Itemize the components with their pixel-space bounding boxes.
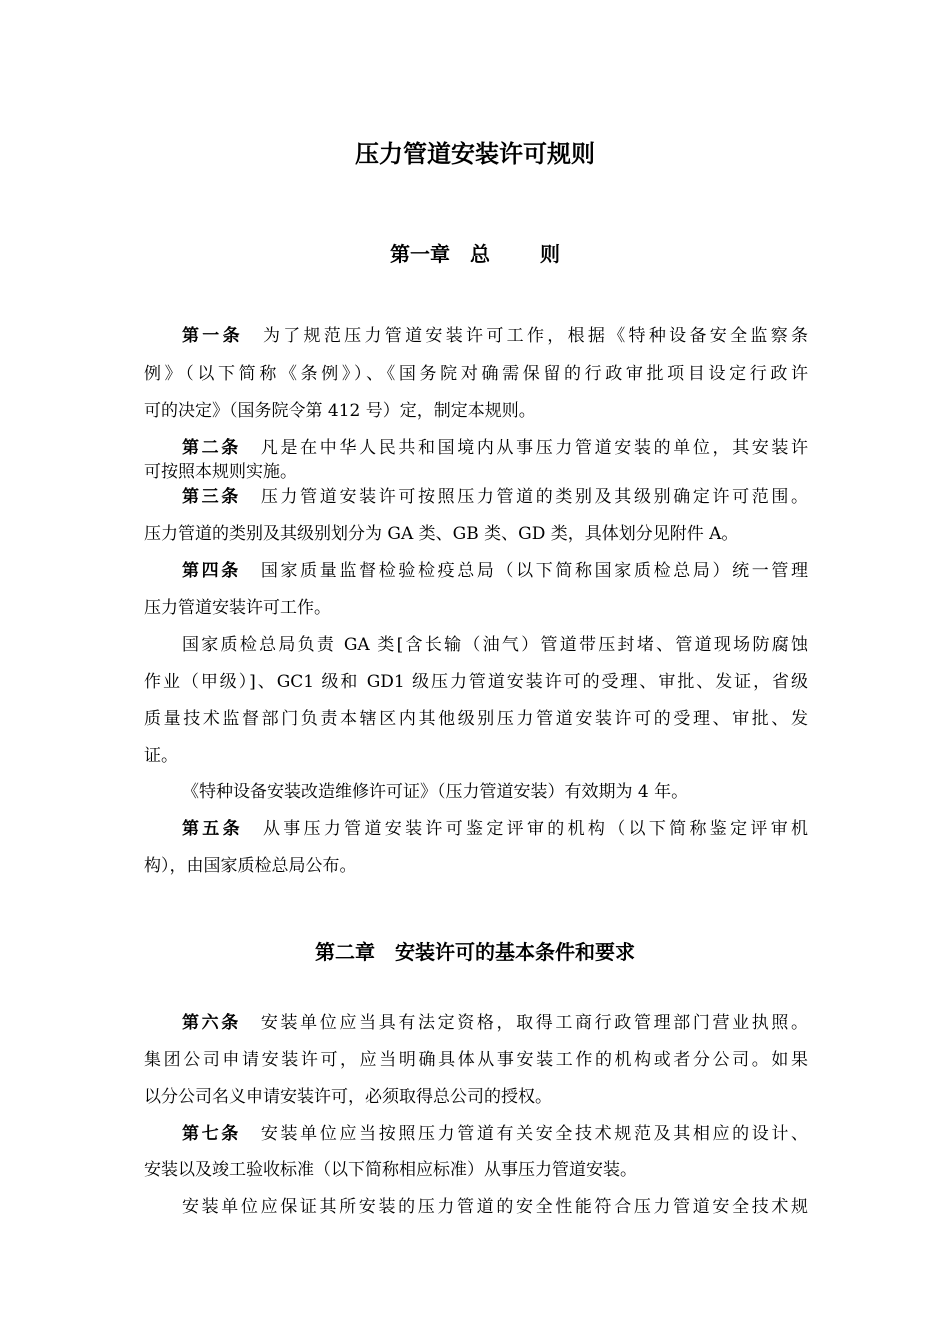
article-4-para2-line-3: 质量技术监督部门负责本辖区内其他级别压力管道安装许可的受理、审批、发 bbox=[144, 709, 808, 729]
article-6-line-2: 集团公司申请安装许可，应当明确具体从事安装工作的机构或者分公司。如果 bbox=[144, 1050, 808, 1070]
article-6-line-1: 第六条 安装单位应当具有法定资格，取得工商行政管理部门营业执照。 bbox=[182, 1013, 809, 1033]
article-1-label: 第一条 bbox=[182, 326, 243, 346]
chapter-1-title-a: 总 bbox=[470, 242, 490, 266]
article-1-line-1: 第一条 为了规范压力管道安装许可工作，根据《特种设备安全监察条 bbox=[182, 326, 809, 346]
chapter-1-number: 第一章 bbox=[390, 242, 450, 266]
article-7-label: 第七条 bbox=[182, 1124, 241, 1144]
article-2-label: 第二条 bbox=[182, 438, 241, 458]
article-4-line-1: 第四条 国家质量监督检验检疫总局（以下简称国家质检总局）统一管理 bbox=[182, 561, 809, 581]
article-6-label: 第六条 bbox=[182, 1013, 241, 1033]
article-4-para2-line-2: 作业（甲级）]、GC1 级和 GD1 级压力管道安装许可的受理、审批、发证，省级 bbox=[144, 672, 808, 692]
article-7-line-2: 安装以及竣工验收标准（以下简称相应标准）从事压力管道安装。 bbox=[144, 1160, 637, 1180]
chapter-2-number: 第二章 bbox=[315, 940, 375, 964]
article-2-line-2: 可按照本规则实施。 bbox=[144, 462, 297, 482]
article-4-para2-line-1: 国家质检总局负责 GA 类[含长输（油气）管道带压封堵、管道现场防腐蚀 bbox=[182, 635, 808, 655]
document-title: 压力管道安装许可规则 bbox=[355, 140, 595, 168]
article-1-line-3: 可的决定》（国务院令第 412 号）定，制定本规则。 bbox=[144, 401, 536, 421]
article-5-line-2: 构），由国家质检总局公布。 bbox=[144, 856, 357, 876]
chapter-2-title: 安装许可的基本条件和要求 bbox=[395, 940, 635, 964]
article-1-line-2: 例》（以下简称《条例》）、《国务院对确需保留的行政审批项目设定行政许 bbox=[144, 364, 808, 384]
chapter-2-heading bbox=[0, 936, 950, 965]
article-7-line-1: 第七条 安装单位应当按照压力管道有关安全技术规范及其相应的设计、 bbox=[182, 1124, 809, 1144]
chapter-1-title-b: 则 bbox=[540, 242, 560, 266]
article-3-line-1: 第三条 压力管道安装许可按照压力管道的类别及其级别确定许可范围。 bbox=[182, 487, 809, 507]
article-4-label: 第四条 bbox=[182, 561, 241, 581]
article-7-para2-line-1: 安装单位应保证其所安装的压力管道的安全性能符合压力管道安全技术规 bbox=[182, 1197, 808, 1217]
article-2-line-1: 第二条 凡是在中华人民共和国境内从事压力管道安装的单位，其安装许 bbox=[182, 438, 809, 458]
article-3-line-2: 压力管道的类别及其级别划分为 GA 类、GB 类、GD 类，具体划分见附件 A。 bbox=[144, 524, 739, 544]
article-5-label: 第五条 bbox=[182, 819, 243, 839]
article-5-line-1: 第五条 从事压力管道安装许可鉴定评审的机构（以下简称鉴定评审机 bbox=[182, 819, 809, 839]
article-6-line-3: 以分公司名义申请安装许可，必须取得总公司的授权。 bbox=[144, 1087, 552, 1107]
chapter-1-heading bbox=[0, 238, 950, 267]
article-4-para3: 《特种设备安装改造维修许可证》（压力管道安装）有效期为 4 年。 bbox=[182, 782, 689, 802]
article-4-line-2: 压力管道安装许可工作。 bbox=[144, 598, 331, 618]
article-3-label: 第三条 bbox=[182, 487, 241, 507]
article-4-para2-line-4: 证。 bbox=[144, 746, 178, 766]
